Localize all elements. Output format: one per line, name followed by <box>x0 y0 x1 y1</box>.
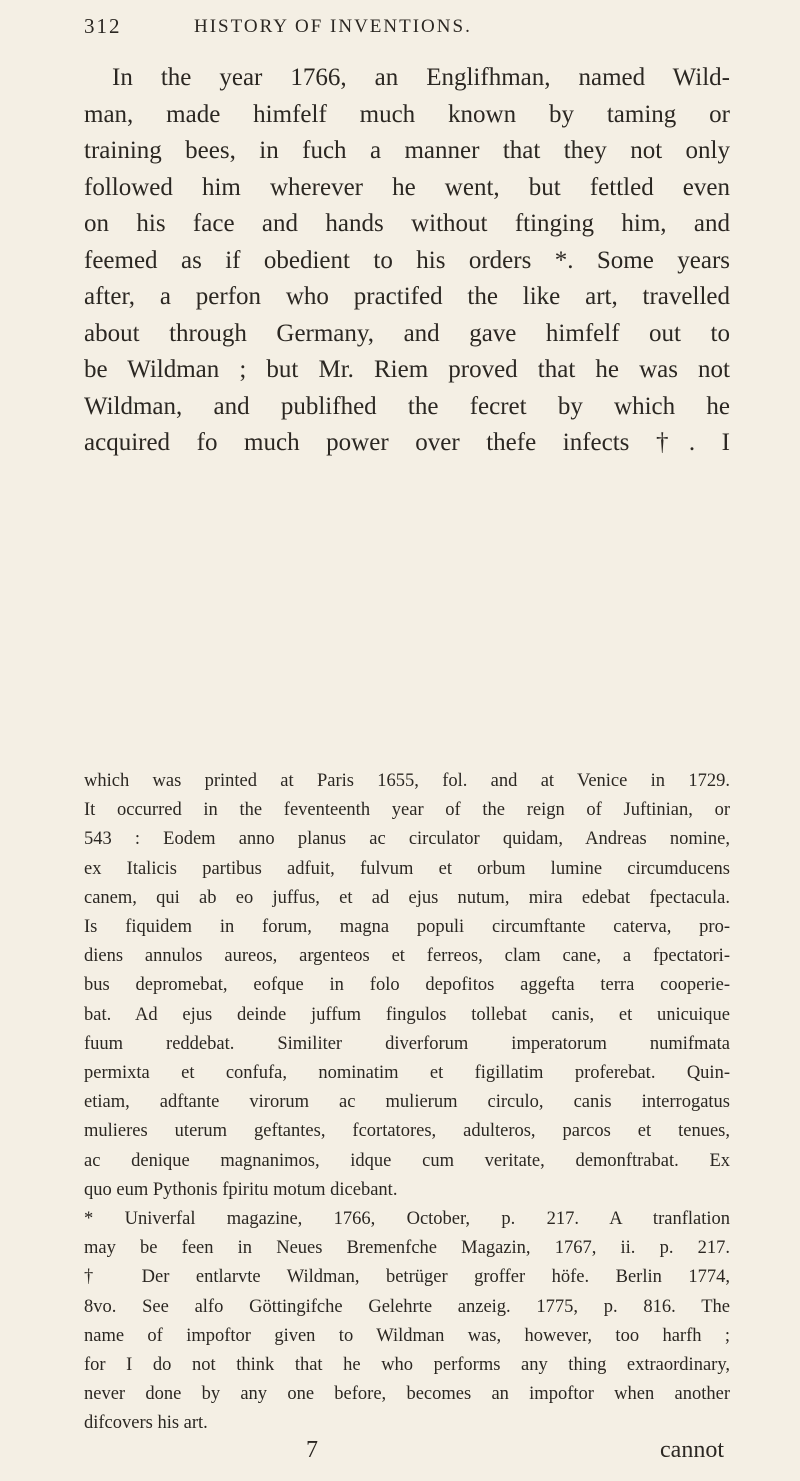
body-line: acquired fo much power over thefe infects †. I <box>84 429 730 456</box>
body-line: In the year 1766, an Englifhman, named Wild- <box>112 64 730 91</box>
signature-mark: 7 <box>306 1437 318 1463</box>
catchword: cannot <box>660 1437 724 1463</box>
main-text <box>84 60 730 462</box>
note-line: name of impoftor given to Wildman was, however, too harfh ; <box>84 1325 730 1346</box>
note-line: It occurred in the feventeenth year of the reign of Juftinian, or <box>84 800 730 821</box>
note-line: permixta et confufa, nominatim et figillatim proferebat. Quin- <box>84 1063 730 1084</box>
body-line: about through Germany, and gave himfelf out to <box>84 319 730 347</box>
running-title: HISTORY OF INVENTIONS. <box>194 16 472 37</box>
note-line: Is fiquidem in forum, magna populi circumftante caterva, pro- <box>84 917 730 938</box>
note-line: bus depromebat, eofque in folo depofitos aggefta terra cooperie- <box>84 975 730 996</box>
footnote-dagger: † Der entlarvte Wildman, betrüger groffer höfe. Berlin 1774, <box>84 1267 730 1288</box>
page-number: 312 <box>84 14 122 38</box>
body-line: after, a perfon who practifed the like art, travelled <box>84 283 730 310</box>
footnotes <box>84 767 730 1439</box>
note-line: bat. Ad ejus deinde juffum fingulos tollebat canis, et unicuique <box>84 1004 730 1025</box>
page-header <box>84 14 724 44</box>
note-line: fuum reddebat. Similiter diverforum imperatorum numifmata <box>84 1033 730 1054</box>
note-line: canem, qui ab eo juffus, et ad ejus nutum, mira edebat fpectacula. <box>84 887 730 908</box>
note-line: diens annulos aureos, argenteos et ferreos, clam cane, a fpectatori- <box>84 946 730 967</box>
note-line: ex Italicis partibus adfuit, fulvum et orbum lumine circumducens <box>84 858 730 879</box>
body-line: on his face and hands without ftinging him, and <box>84 210 730 237</box>
note-line: for I do not think that he who performs any thing extraordinary, <box>84 1355 730 1376</box>
note-line: which was printed at Paris 1655, fol. and at Venice in 1729. <box>84 771 730 791</box>
body-line: followed him wherever he went, but fettled even <box>84 173 730 201</box>
note-line: may be feen in Neues Bremenfche Magazin, 1767, ii. p. 217. <box>84 1238 730 1259</box>
body-line: man, made himfelf much known by taming or <box>84 100 730 128</box>
body-line: training bees, in fuch a manner that they not only <box>84 137 730 164</box>
note-line: 543 : Eodem anno planus ac circulator quidam, Andreas nomine, <box>84 829 730 850</box>
note-line: 8vo. See alfo Göttingifche Gelehrte anzeig. 1775, p. 816. The <box>84 1296 730 1317</box>
body-line: Wildman, and publifhed the fecret by which he <box>84 392 730 420</box>
note-line: quo eum Pythonis fpiritu motum dicebant. <box>84 1179 398 1200</box>
body-line: be Wildman ; but Mr. Riem proved that he was not <box>84 356 730 383</box>
page-footer <box>84 1437 724 1473</box>
note-line: etiam, adftante virorum ac mulierum circulo, canis interrogatus <box>84 1092 730 1113</box>
note-line: never done by any one before, becomes an impoftor when another <box>84 1384 730 1405</box>
note-line: mulieres uterum geftantes, fcortatores, adulteros, parcos et tenues, <box>84 1121 730 1142</box>
note-line: ac denique magnanimos, idque cum veritate, demonftrabat. Ex <box>84 1150 730 1171</box>
footnote-star: * Univerfal magazine, 1766, October, p. 217. A tranflation <box>84 1209 730 1230</box>
note-line: difcovers his art. <box>84 1413 208 1434</box>
body-line: feemed as if obedient to his orders *. Some years <box>84 246 730 274</box>
